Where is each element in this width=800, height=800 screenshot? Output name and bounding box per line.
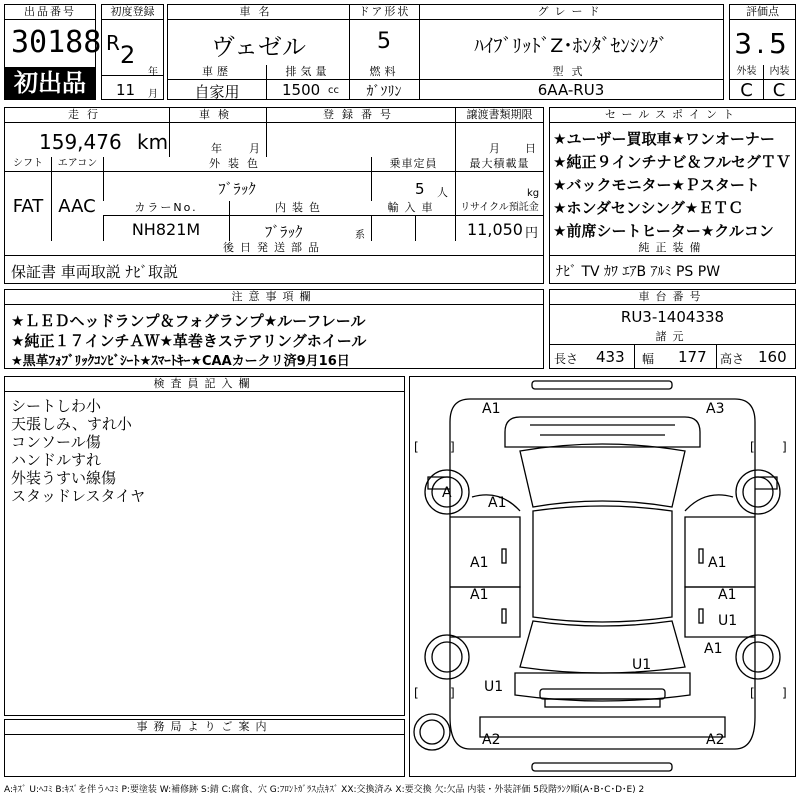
first-time-label: 初出品 <box>14 69 86 97</box>
displacement-header: 排気量 <box>266 65 349 80</box>
inspection-year-unit: 年 <box>211 142 222 155</box>
inspector-box <box>4 376 405 716</box>
lot-header: 出品番号 <box>5 5 95 20</box>
color-no-value: NH821M <box>131 220 201 239</box>
damage-mark: A1 <box>718 587 737 603</box>
history-header: 車歴 <box>168 65 266 80</box>
shift-header: シフト <box>5 157 51 172</box>
sales-point-line: ★バックモニター★Ｐスタート <box>553 176 760 194</box>
office-box <box>4 719 405 777</box>
later-parts-header: 後日発送部品 <box>5 241 543 256</box>
inspector-line: ハンドルすれ <box>11 451 102 469</box>
max-load-unit: kg <box>527 188 540 199</box>
car-doors: 5 <box>377 29 391 54</box>
score-value: 3.5 <box>734 27 791 60</box>
exterior-score: C <box>740 80 753 101</box>
mileage-header: 走行 <box>5 108 169 123</box>
reg-box <box>101 4 164 100</box>
sales-point-line: ★ユーザー買取車★ワンオーナー <box>553 130 775 148</box>
svg-text:[: [ <box>414 440 419 454</box>
equipment-header: 純正装備 <box>550 241 795 256</box>
car-grade: ﾊｲﾌﾞﾘｯﾄﾞZ･ﾎﾝﾀﾞｾﾝｼﾝｸﾞ <box>474 35 668 57</box>
interior-header: 内装 <box>763 65 795 80</box>
color-value: ﾌﾞﾗｯｸ <box>218 180 256 198</box>
first-time-badge <box>5 67 95 99</box>
reg-era: R <box>106 31 120 55</box>
equipment-text: ﾅﾋﾞ TV ｶﾜ ｴｱB ｱﾙﾐ PS PW <box>556 264 721 280</box>
damage-mark: A1 <box>708 555 727 571</box>
notes-line: ★ＬＥＤヘッドランプ＆フォグランプ★ルーフレール <box>11 312 366 330</box>
width-label: 幅 <box>642 352 655 366</box>
import-header: 輸入車 <box>371 201 455 216</box>
svg-text:]: ] <box>450 686 455 700</box>
damage-mark: A1 <box>482 401 501 417</box>
damage-mark: A2 <box>482 732 501 748</box>
inspector-line: シートしわ小 <box>11 397 102 415</box>
shift-value: FAT <box>12 196 44 217</box>
max-load-header: 最大積載量 <box>455 157 543 172</box>
inspector-line: 外装うすい線傷 <box>11 469 117 487</box>
damage-mark: A1 <box>470 555 489 571</box>
transfer-day-unit: 日 <box>525 142 536 155</box>
car-fuel: ｶﾞｿﾘﾝ <box>366 84 402 100</box>
width-value: 177 <box>678 348 707 366</box>
reg-month: 11 <box>116 81 136 99</box>
inspector-line: 天張しみ、すれ小 <box>11 415 132 433</box>
dims-header: 諸元 <box>550 330 795 345</box>
reg-month-unit: 月 <box>148 89 158 100</box>
car-model: 6AA-RU3 <box>537 81 605 99</box>
sales-point-line: ★ホンダセンシング★ＥＴＣ <box>553 199 744 217</box>
sales-point-line: ★前席シートヒーター★クルコン <box>553 222 774 240</box>
recycle-value: 11,050 <box>467 220 523 239</box>
damage-mark: A <box>442 485 452 501</box>
damage-mark: A3 <box>706 401 725 417</box>
inspector-line: コンソール傷 <box>11 433 101 451</box>
office-header: 事務局よりご案内 <box>5 720 404 735</box>
score-header: 評価点 <box>730 5 795 20</box>
exterior-header: 外装 <box>730 65 763 80</box>
reg-no-header: 登録番号 <box>266 108 455 123</box>
inspector-line: スタッドレスタイヤ <box>11 487 146 505</box>
capacity-header: 乗車定員 <box>371 157 455 172</box>
interior-color-suffix: 系 <box>355 230 365 241</box>
score-box <box>729 4 796 100</box>
interior-color-value: ﾌﾞﾗｯｸ <box>265 223 303 241</box>
mileage-unit: km <box>137 130 169 154</box>
svg-text:[: [ <box>750 686 755 700</box>
chassis-header: 車台番号 <box>550 290 795 305</box>
svg-text:[: [ <box>750 440 755 454</box>
car-displacement-unit: cc <box>328 85 339 96</box>
interior-color-header: 内装色 <box>229 201 371 216</box>
length-value: 433 <box>596 348 625 366</box>
height-label: 高さ <box>720 352 745 366</box>
notes-line: ★黒革ﾌｫﾌﾞﾘｯｸｺﾝﾋﾞｼｰﾄ★ｽﾏｰﾄｷｰ★CAAカークリ済9月16日 <box>11 354 350 369</box>
ac-value: AAC <box>58 196 96 217</box>
grade-header: グレード <box>419 5 723 20</box>
capacity-value: 5 <box>415 180 425 198</box>
color-header: 外装色 <box>103 157 371 172</box>
damage-diagram <box>409 376 796 777</box>
height-value: 160 <box>758 348 787 366</box>
lot-box <box>4 4 102 100</box>
reg-header: 初度登録 <box>102 5 163 20</box>
recycle-unit: 円 <box>525 226 539 241</box>
reg-year-unit: 年 <box>148 67 158 78</box>
name-header: 車名 <box>168 5 349 20</box>
legend-text: A:ｷｽﾞ U:ﾍｺﾐ B:ｷｽﾞを伴うﾍｺﾐ P:要塗装 W:補修跡 S:錆 C:腐食、穴 G:ﾌﾛﾝﾄｶﾞﾗｽ点ｷｽﾞ XX:交換済み X:要交換 欠:欠品 内装・外装評価 5段階ﾗﾝｸ順(A･B･C･D･E) 2 <box>4 785 645 795</box>
damage-mark: U1 <box>484 679 504 695</box>
sales-points-header: セールスポイント <box>550 108 795 123</box>
damage-mark: U1 <box>718 613 738 629</box>
recycle-header: リサイクル預託金 <box>455 201 543 216</box>
interior-score: C <box>772 80 786 101</box>
chassis-box <box>549 289 796 369</box>
transfer-header: 譲渡書類期限 <box>455 108 543 123</box>
model-header: 型式 <box>419 65 723 80</box>
lot-number: 30188 <box>11 25 102 60</box>
later-parts-text: 保証書 車両取説 ﾅﾋﾞ取説 <box>11 263 179 281</box>
svg-text:[: [ <box>414 686 419 700</box>
inspector-header: 検査員記入欄 <box>5 377 404 392</box>
car-history: 自家用 <box>194 83 240 101</box>
reg-year: 2 <box>120 41 136 69</box>
car-name: ヴェゼル <box>210 33 307 61</box>
svg-text:]: ] <box>782 440 787 454</box>
inspection-header: 車検 <box>169 108 266 123</box>
notes-box <box>4 289 544 369</box>
car-displacement: 1500 <box>282 81 321 99</box>
car-outline-svg <box>410 377 795 776</box>
damage-mark: A1 <box>470 587 489 603</box>
car-info-box <box>167 4 724 100</box>
mileage-value: 159,476 <box>39 130 122 154</box>
sales-point-line: ★純正９インチナビ＆フルセグＴＶ <box>553 153 791 171</box>
fuel-header: 燃料 <box>349 65 419 80</box>
details-box <box>4 107 544 284</box>
capacity-unit: 人 <box>437 186 448 199</box>
notes-header: 注意事項欄 <box>5 290 543 305</box>
damage-mark: A1 <box>488 495 507 511</box>
sales-points-box <box>549 107 796 284</box>
damage-mark: U1 <box>632 657 652 673</box>
svg-text:]: ] <box>450 440 455 454</box>
damage-mark: A1 <box>704 641 723 657</box>
ac-header: エアコン <box>51 157 103 172</box>
svg-text:]: ] <box>782 686 787 700</box>
damage-mark: A2 <box>706 732 725 748</box>
inspection-month-unit: 月 <box>249 142 260 155</box>
length-label: 長さ <box>554 352 579 366</box>
doors-header: ドア形状 <box>349 5 419 20</box>
color-no-header: カラーNo. <box>103 201 229 216</box>
notes-line: ★純正１７インチＡＷ★革巻きステアリングホイール <box>11 332 367 350</box>
transfer-month-unit: 月 <box>489 142 500 155</box>
chassis-number: RU3-1404338 <box>620 308 725 326</box>
